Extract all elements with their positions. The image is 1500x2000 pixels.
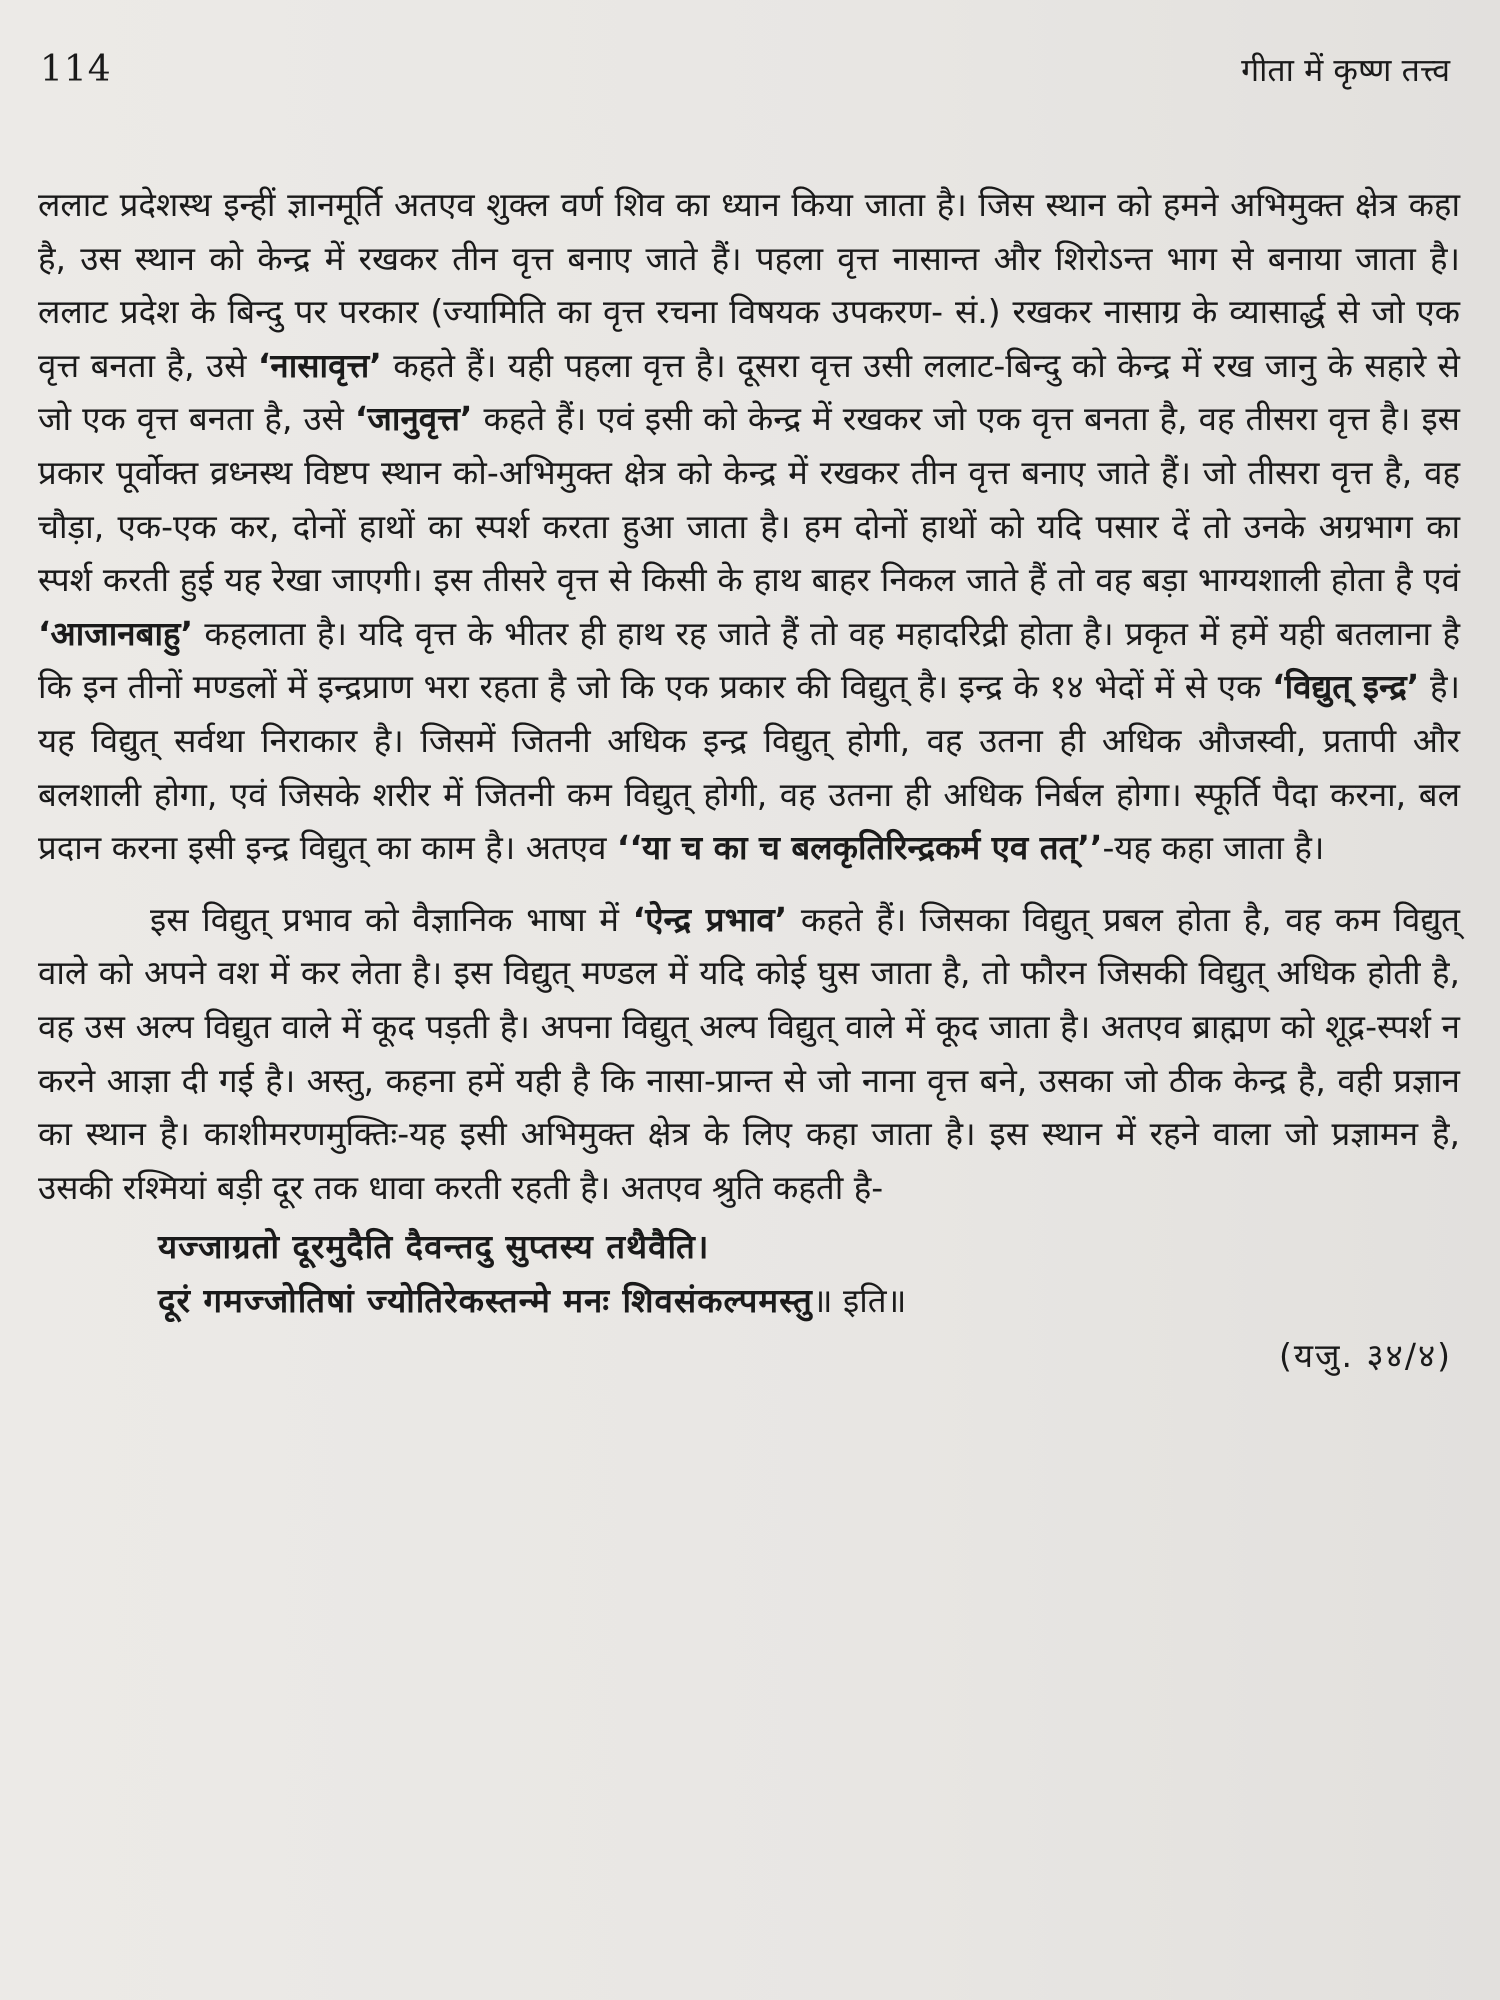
paragraph-2 [38, 893, 1460, 1215]
page-number: 114 [40, 49, 112, 90]
term-januvritta: ‘जानुवृत्त’ [354, 399, 473, 439]
verse-line-2 [158, 1274, 1460, 1328]
paragraph-1-text-3: कहते हैं। एवं इसी को केन्द्र में रखकर जो एक वृत्त बनता है, वह तीसरा वृत्त है। इस प्रकार पूर्वोक्त व्रध्नस्थ विष्टप स्थान को-अभिमुक्त क्षेत्र को केन्द्र में रखकर तीन वृत्त बनाए जाते हैं। जो तीसरा वृत्त है, वह चौड़ा, एक-एक कर, दोनों हाथों का स्पर्श करता हुआ जाता है। हम दोनों हाथों को यदि पसार दें तो उनके अग्रभाग का स्पर्श करती हुई यह रेखा जाएगी। इस तीसरे वृत्त से किसी के हाथ बाहर निकल जाते हैं तो वह बड़ा भाग्यशाली होता है एवं [38, 399, 1460, 600]
verse-line-2-tail: ॥ इति॥ [812, 1281, 907, 1321]
paragraph-1-text-6: -यह कहा जाता है। [1102, 828, 1325, 868]
paragraph-2-text-1: इस विद्युत् प्रभाव को वैज्ञानिक भाषा में [150, 899, 633, 939]
paragraph-1-text-1: ललाट प्रदेशस्थ इन्हीं ज्ञानमूर्ति अतएव शुक्ल वर्ण शिव का ध्यान किया जाता है। जिस स्थान को हमने अभिमुक्त क्षेत्र कहा है, उस स्थान को केन्द्र में रखकर तीन वृत्त बनाए जाते हैं। पहला वृत्त नासान्त और शिरोऽन्त भाग से बनाया जाता है। ललाट प्रदेश के बिन्दु पर परकार (ज्यामिति का वृत्त रचना विषयक उपकरण- सं.) रखकर नासाग्र के व्यासार्द्ध से जो एक वृत्त बनता है, उसे [38, 185, 1460, 385]
running-head: गीता में कृष्ण तत्त्व [1241, 51, 1450, 89]
term-nasavritta: ‘नासावृत्त’ [257, 345, 382, 385]
paragraph-1-text-2: कहते हैं। यही पहला वृत्त है। दूसरा वृत्त उसी ललाट-बिन्दु को केन्द्र में रख जानु के सहारे से जो एक वृत्त बनता है, उसे [38, 345, 1460, 439]
term-vidyut-indra: ‘विद्युत् इन्द्र’ [1272, 667, 1420, 707]
verse-line-2-text: दूरं गमज्जोतिषां ज्योतिरेकस्तन्मे मनः शिवसंकल्पमस्तु [158, 1281, 813, 1321]
term-aindra-prabhava: ‘ऐन्द्र प्रभाव’ [632, 899, 788, 939]
verse-line-1-text: यज्जाग्रतो दूरमुदैति दैवन्तदु सुप्तस्य तथैवैति। [158, 1227, 710, 1267]
paragraph-2-text-2: कहते हैं। जिसका विद्युत् प्रबल होता है, वह कम विद्युत् वाले को अपने वश में कर लेता है। इस विद्युत् मण्डल में यदि कोई घुस जाता है, तो फौरन जिसकी विद्युत् अधिक होती है, वह उस अल्प विद्युत वाले में कूद पड़ती है। अपना विद्युत् अल्प विद्युत् वाले में कूद जाता है। अतएव ब्राह्मण को शूद्र-स्पर्श न करने आज्ञा दी गई है। अस्तु, कहना हमें यही है कि नासा-प्रान्त से जो नाना वृत्त बने, उसका जो ठीक केन्द्र है, वही प्रज्ञान का स्थान है। काशीमरणमुक्तिः-यह इसी अभिमुक्त क्षेत्र के लिए कहा जाता है। इस स्थान में रहने वाला जो प्रज्ञामन है, उसकी रश्मियां बड़ी दूर तक धावा करती रहती है। अतएव श्रुति कहती है- [38, 899, 1460, 1207]
verse-block [38, 1220, 1460, 1328]
page-header [38, 48, 1460, 112]
paragraph-1 [38, 178, 1460, 875]
verse-source: (यजु. ३४/४) [1279, 1336, 1452, 1376]
term-ajanabahu: ‘आजानबाहु’ [38, 613, 194, 653]
quote-balakriti: ‘‘या च का च बलकृतिरिन्द्रकर्म एव तत्’’ [616, 828, 1103, 868]
paragraph-1-text-4: कहलाता है। यदि वृत्त के भीतर ही हाथ रह जाते हैं तो वह महादरिद्री होता है। प्रकृत में हमें यही बतलाना है कि इन तीनों मण्डलों में इन्द्रप्राण भरा रहता है जो कि एक प्रकार की विद्युत् है। इन्द्र के १४ भेदों में से एक [38, 613, 1460, 707]
paragraph-1-text-5: है। यह विद्युत् सर्वथा निराकार है। जिसमें जितनी अधिक इन्द्र विद्युत् होगी, वह उतना ही अधिक औजस्वी, प्रतापी और बलशाली होगा, एवं जिसके शरीर में जितनी कम विद्युत् होगी, वह उतना ही अधिक निर्बल होगा। स्फूर्ति पैदा करना, बल प्रदान करना इसी इन्द्र विद्युत् का काम है। अतएव [38, 667, 1460, 868]
verse-line-1 [158, 1220, 1460, 1274]
